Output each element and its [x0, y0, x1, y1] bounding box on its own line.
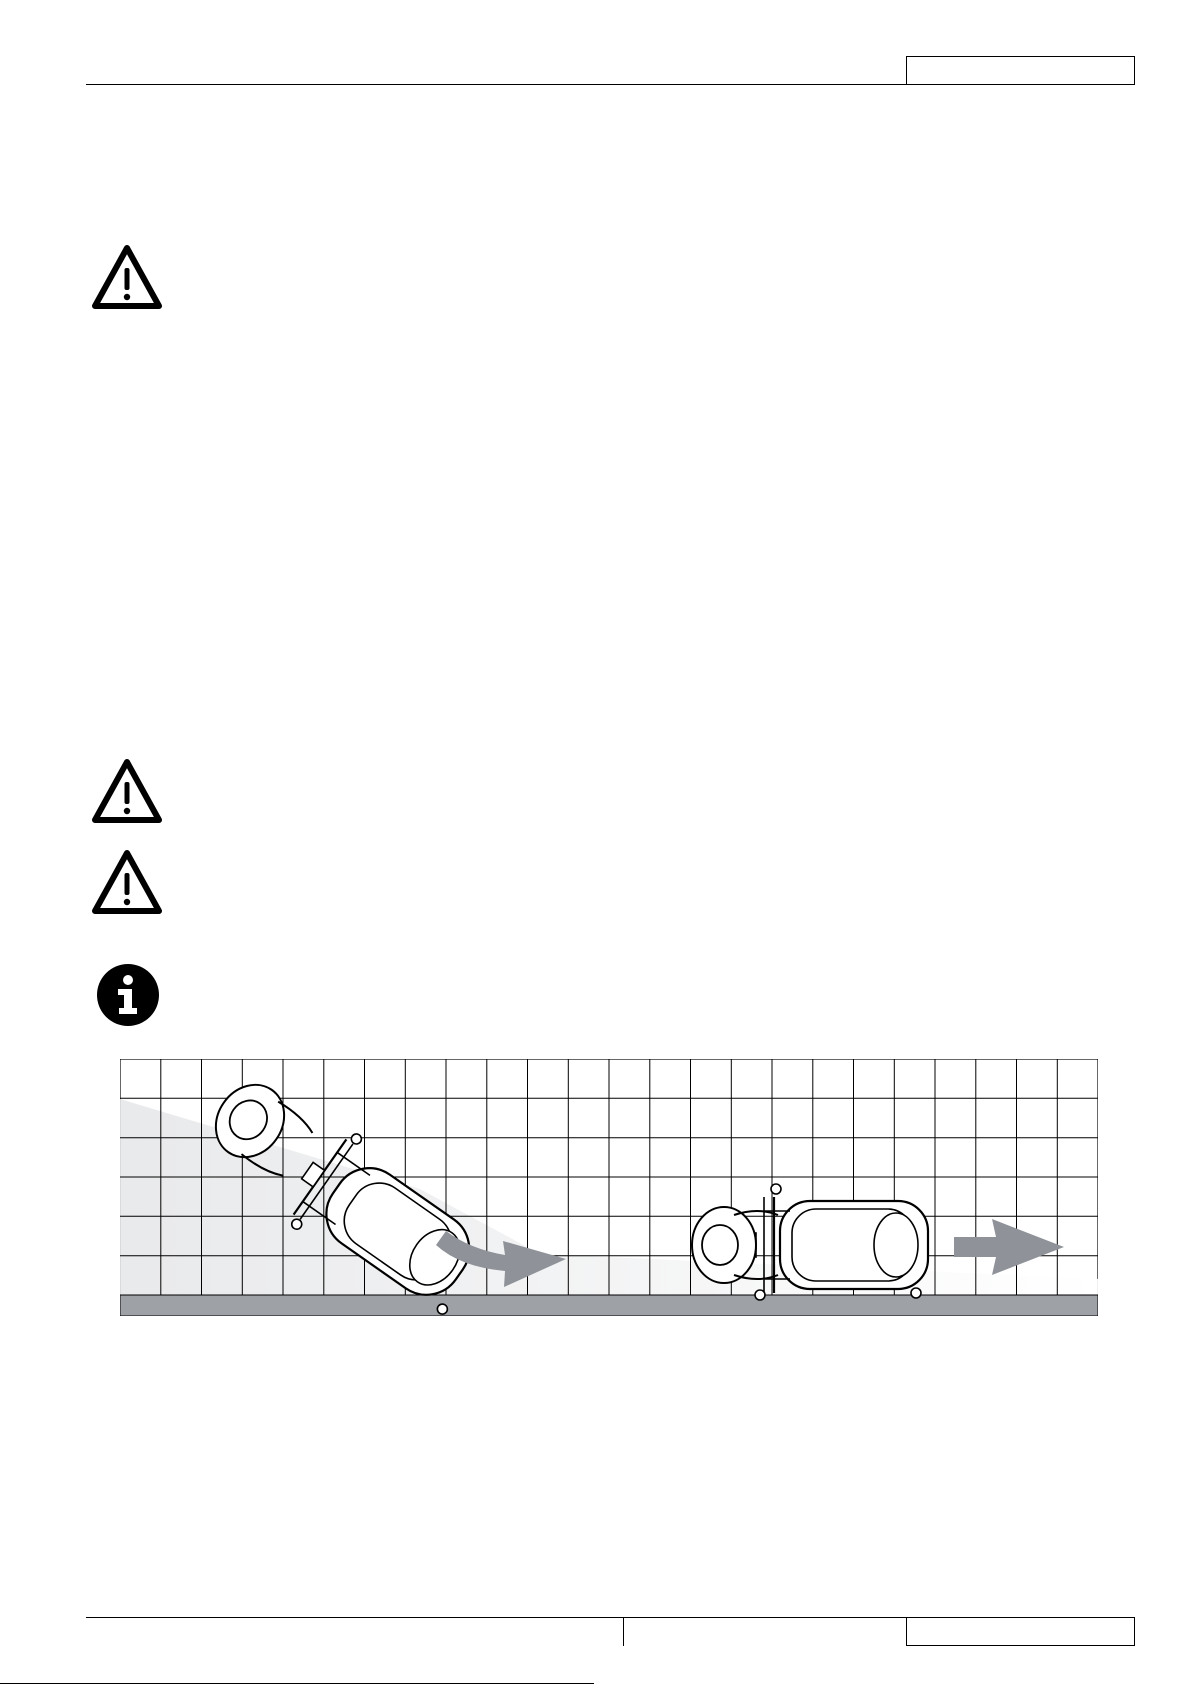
floor-cleaning-illustration [120, 1059, 1098, 1316]
floor-strip [120, 1295, 1098, 1316]
warning-icon [91, 758, 163, 824]
warning-icon [91, 849, 163, 915]
footer-divider [623, 1617, 624, 1646]
footer-box [906, 1617, 1135, 1646]
info-icon [96, 963, 160, 1027]
header-box [906, 56, 1135, 85]
warning-icon [91, 244, 163, 310]
footer-bottom-line [0, 1683, 594, 1684]
